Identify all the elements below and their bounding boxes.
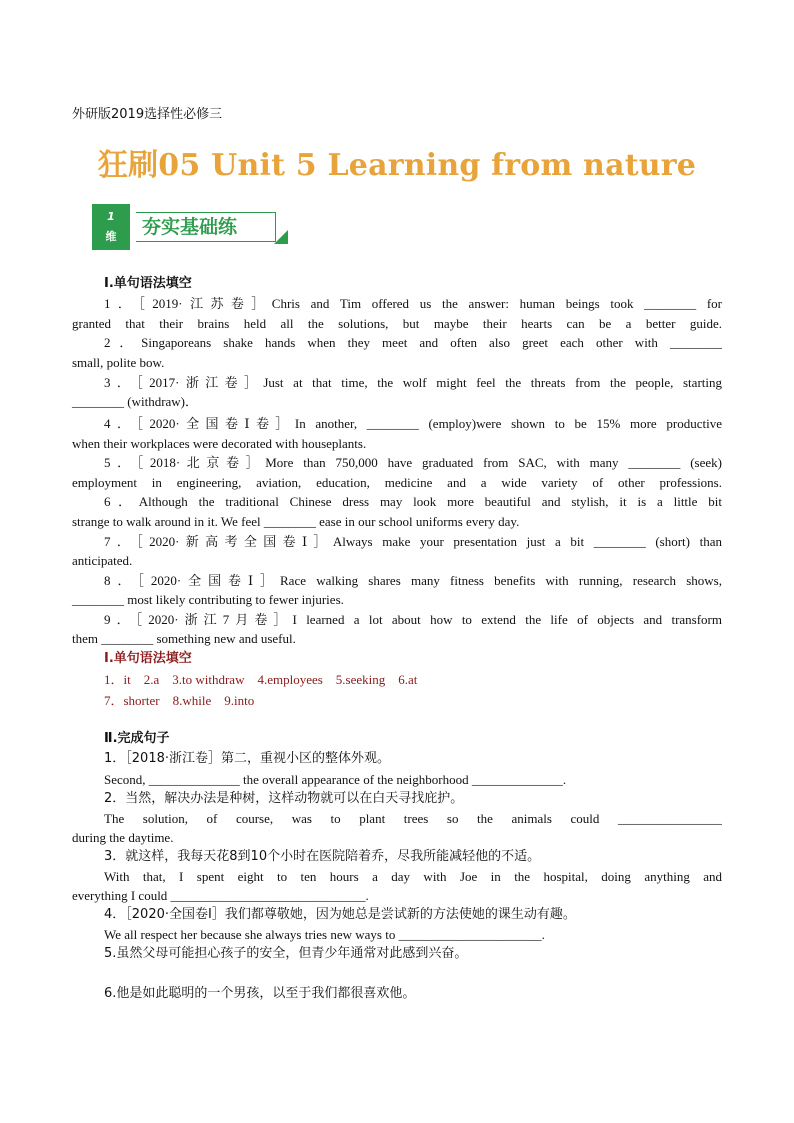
badge-number: [92, 204, 130, 250]
question-line: 1．［2019·江苏卷］Chris and Tim offered us the answer: human beings took ________ for: [104, 296, 722, 311]
badge-num-text: 1: [107, 210, 115, 223]
question-line: 1．［2018·浙江卷］第二，重视小区的整体外观。: [104, 751, 390, 766]
question-line: when their workplaces were decorated with houseplants.: [72, 436, 367, 451]
question-line: 2．当然，解决办法是种树，这样动物就可以在白天寻找庇护。: [104, 791, 464, 806]
question-line: With that, I spent eight to ten hours a day with Joe in the hospital, doing anything and: [104, 869, 722, 884]
answers-heading: Ⅰ.单句语法填空: [104, 651, 192, 666]
question-line: during the daytime.: [72, 830, 174, 845]
section2-heading: Ⅱ.完成句子: [104, 731, 170, 746]
question-line: 5．［2018·北京卷］More than 750,000 have graduated from SAC, with many ________ (seek): [104, 455, 722, 470]
question-line: ________ most likely contributing to fewer injuries.: [72, 592, 344, 607]
section1-heading: Ⅰ.单句语法填空: [104, 276, 192, 291]
question-line: The solution, of course, was to plant trees so the animals could ________________: [104, 811, 722, 826]
question-line: 3．就这样，我每天花8到10个小时在医院陪着乔，尽我所能减轻他的不适。: [104, 849, 541, 864]
question-line: everything I could ______________________________.: [72, 888, 369, 903]
answers-line: 1．it 2.a 3.to withdraw 4.employees 5.seeking 6.at: [104, 672, 418, 687]
question-line: 3．［2017·浙江卷］Just at that time, the wolf might feel the threats from the people, starting: [104, 375, 722, 390]
page-title: 狂刷05 Unit 5 Learning from nature: [97, 148, 697, 183]
question-line: Second, ______________ the overall appearance of the neighborhood ______________.: [104, 772, 567, 787]
question-line: 8．［2020·全国卷Ⅰ］Race walking shares many fitness benefits with running, research shows,: [104, 573, 722, 588]
question-line: 5.虽然父母可能担心孩子的安全，但青少年通常对此感到兴奋。: [104, 946, 468, 961]
question-line: We all respect her because she always tries new ways to ______________________.: [104, 927, 545, 942]
question-line: 7．［2020·新高考全国卷Ⅰ］Always make your presentation just a bit ________ (short) than: [104, 534, 722, 549]
answers-line: 7．shorter 8.while 9.into: [104, 693, 255, 708]
question-line: granted that their brains held all the solutions, but maybe their hearts can be a better guide.: [72, 316, 722, 331]
question-line: anticipated.: [72, 553, 133, 568]
badge-sub-text: 维: [105, 230, 117, 243]
question-line: them ________ something new and useful.: [72, 631, 296, 646]
badge-label: 夯实基础练: [136, 212, 276, 242]
question-line: small, polite bow.: [72, 355, 165, 370]
question-line: employment in engineering, aviation, education, medicine and a wide variety of other professions.: [72, 475, 722, 490]
badge-corner-icon: [274, 230, 288, 244]
question-line: 6．Although the traditional Chinese dress may look more beautiful and stylish, it is a little bit: [104, 494, 722, 509]
question-line: 9．［2020·浙江7月卷］I learned a lot about how to extend the life of objects and transform: [104, 612, 722, 627]
question-line: 2．Singaporeans shake hands when they meet and often also greet each other with ________: [104, 335, 722, 350]
question-line: 4．［2020·全国卷Ⅰ卷］In another, ________ (employ)were shown to be 15% more productive: [104, 416, 722, 431]
question-line: 4．［2020·全国卷Ⅰ］我们都尊敬她，因为她总是尝试新的方法使她的课生动有趣。: [104, 907, 576, 922]
section-badge: [92, 204, 288, 250]
question-line: 6.他是如此聪明的一个男孩，以至于我们都很喜欢他。: [104, 986, 416, 1001]
question-line: strange to walk around in it. We feel ________ ease in our school uniforms every day.: [72, 514, 520, 529]
header-note: 外研版2019选择性必修三: [72, 107, 223, 122]
question-line: ________ (withdraw)．: [72, 394, 199, 409]
